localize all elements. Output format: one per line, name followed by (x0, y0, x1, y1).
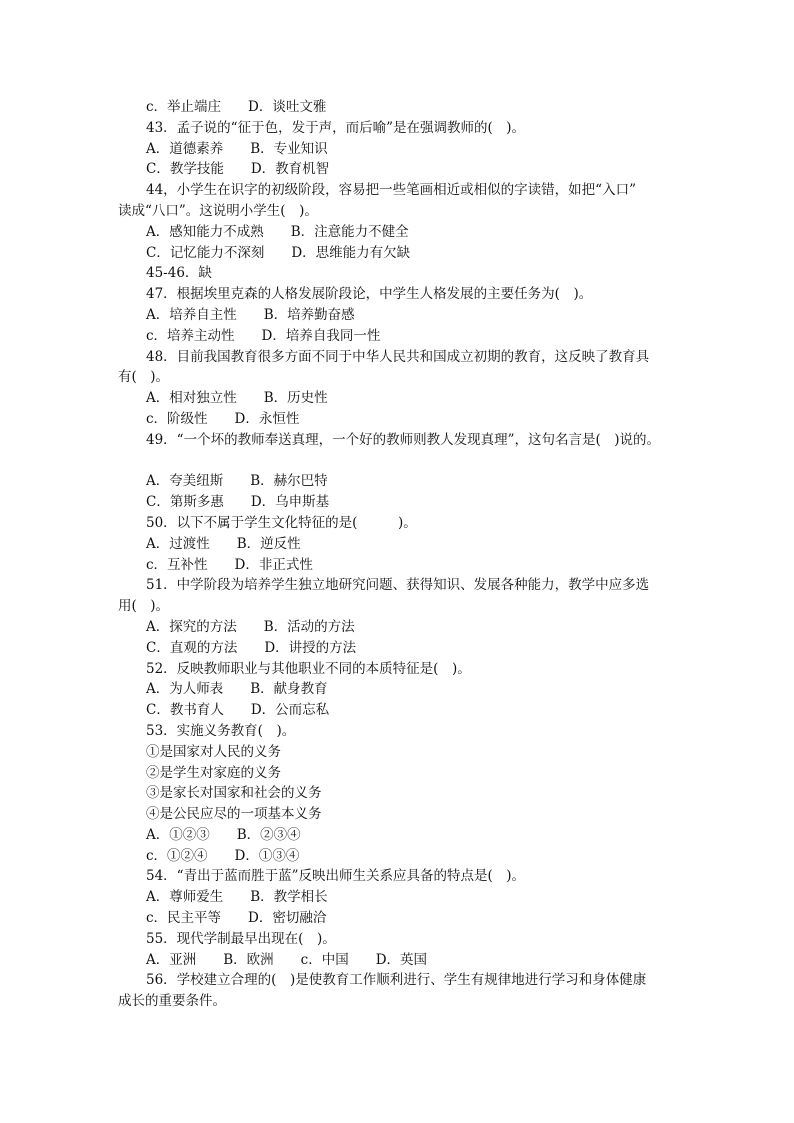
text-line: 49．“一个坏的教师奉送真理，一个好的教师则教人发现真理”，这句名言是( )说的。 (146, 431, 661, 448)
text-line: 用( )。 (118, 598, 170, 615)
text-line: A．道德素养 B．专业知识 (146, 140, 328, 157)
text-line: A．为人师表 B．献身教育 (146, 681, 328, 698)
text-line: C．第斯多惠 D．乌申斯基 (146, 494, 330, 511)
text-line: A．尊师爱生 B．教学相长 (146, 889, 328, 906)
text-line: C．教学技能 D．教育机智 (146, 161, 330, 178)
text-line: C．记忆能力不深刻 D．思维能力有欠缺 (146, 244, 411, 261)
text-line: ②是学生对家庭的义务 (146, 764, 281, 781)
text-line: C．教书育人 D．公而忘私 (146, 702, 330, 719)
text-line: A．探究的方法 B．活动的方法 (146, 618, 355, 635)
text-line: A．①②③ B．②③④ (146, 826, 301, 843)
text-line: 44，小学生在识字的初级阶段，容易把一些笔画相近或相似的字读错，如把“入口” (146, 182, 636, 199)
text-line: 读成“八口”。这说明小学生( )。 (118, 202, 318, 219)
text-line: 有( )。 (118, 369, 170, 386)
text-line: 48．目前我国教育很多方面不同于中华人民共和国成立初期的教育，这反映了教育具 (146, 348, 650, 365)
text-line: ①是国家对人民的义务 (146, 743, 281, 760)
text-line: A．亚洲 B．欧洲 c．中国 D．英国 (146, 951, 428, 968)
text-line: ③是家长对国家和社会的义务 (146, 785, 322, 802)
text-line: 51．中学阶段为培养学生独立地研究问题、获得知识、发展各种能力，教学中应多选 (146, 577, 650, 594)
text-line: 52．反映教师职业与其他职业不同的本质特征是( )。 (146, 660, 471, 677)
text-line: c．阶级性 D．永恒性 (146, 410, 300, 427)
text-line: C．直观的方法 D．讲授的方法 (146, 639, 357, 656)
text-line: c．互补性 D．非正式性 (146, 556, 313, 573)
text-line: 45-46．缺 (146, 265, 212, 282)
text-line: 53．实施义务教育( )。 (146, 722, 296, 739)
blank-line (118, 451, 678, 472)
text-line: ④是公民应尽的一项基本义务 (146, 806, 322, 823)
text-line: A．培养自主性 B．培养勤奋感 (146, 306, 355, 323)
text-line: c．民主平等 D．密切融洽 (146, 910, 327, 927)
text-line: 成长的重要条件。 (118, 993, 226, 1010)
document-body (118, 97, 678, 1012)
text-line: A．夸美纽斯 B．赫尔巴特 (146, 473, 328, 490)
text-line: 50．以下不属于学生文化特征的是( )。 (146, 514, 417, 531)
text-line: c．举止端庄 D．谈吐文雅 (146, 99, 327, 115)
text-line: 43．孟子说的“征于色，发于声，而后喻”是在强调教师的( )。 (146, 119, 526, 136)
text-line: 56．学校建立合理的( )是使教育工作顺利进行、学生有规律地进行学习和身体健康 (146, 972, 647, 989)
text-line: A．感知能力不成熟 B．注意能力不健全 (146, 223, 409, 240)
text-line: A．相对独立性 B．历史性 (146, 390, 328, 407)
text-line: c．①②④ D．①③④ (146, 847, 300, 864)
text-line: A．过渡性 B．逆反性 (146, 535, 301, 552)
text-line: 55．现代学制最早出现在( )。 (146, 930, 336, 947)
text-line: c．培养主动性 D．培养自我同一性 (146, 327, 381, 344)
text-line: 54．“青出于蓝而胜于蓝”反映出师生关系应具备的特点是( )。 (146, 868, 526, 885)
text-line: 47．根据埃里克森的人格发展阶段论，中学生人格发展的主要任务为( )。 (146, 286, 593, 303)
